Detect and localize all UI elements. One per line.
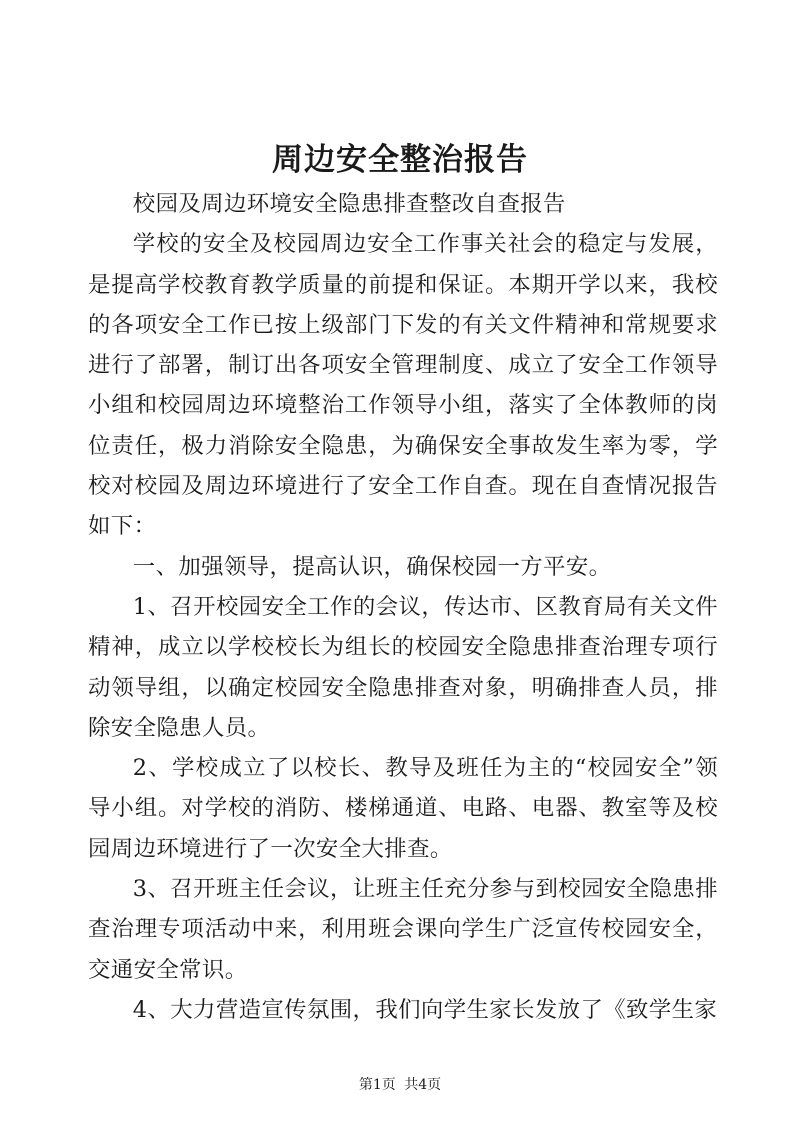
- document-body: [88, 184, 718, 1030]
- body-paragraph: 1、召开校园安全工作的会议，传达市、区教育局有关文件精神，成立以学校校长为组长的校园安全隐患排查治理专项行动领导组，以确定校园安全隐患排查对象，明确排查人员，排除安全隐患人员。: [88, 593, 718, 741]
- body-paragraph: 学校的安全及校园周边安全工作事关社会的稳定与发展，是提高学校教育教学质量的前提和保证。本期开学以来，我校的各项安全工作已按上级部门下发的有关文件精神和常规要求进行了部署，制订出各项安全管理制度、成立了安全工作领导小组和校园周边环境整治工作领导小组，落实了全体教师的岗位责任，极力消除安全隐患，为确保安全事故发生率为零，学校对校园及周边环境进行了安全工作自查。现在自查情况报告如下：: [88, 231, 718, 540]
- page-footer: [0, 1075, 800, 1095]
- body-paragraph: 2、学校成立了以校长、教导及班任为主的“校园安全”领导小组。对学校的消防、楼梯通道、电路、电器、教室等及校园周边环境进行了一次安全大排查。: [88, 755, 718, 862]
- document-title: 周边安全整治报告: [272, 142, 528, 178]
- subtitle-paragraph: 校园及周边环境安全隐患排查整改自查报告: [132, 191, 566, 217]
- section-heading: 一、加强领导，提高认识，确保校园一方平安。: [132, 553, 612, 580]
- body-paragraph: 4、大力营造宣传氛围，我们向学生家长发放了《致学生家: [132, 996, 718, 1023]
- page-number: 第1页: [358, 1077, 396, 1093]
- body-paragraph: 3、召开班主任会议，让班主任充分参与到校园安全隐患排查治理专项活动中来，利用班会课向学生广泛宣传校园安全，交通安全常识。: [88, 876, 718, 983]
- page-total: 共4页: [404, 1077, 442, 1093]
